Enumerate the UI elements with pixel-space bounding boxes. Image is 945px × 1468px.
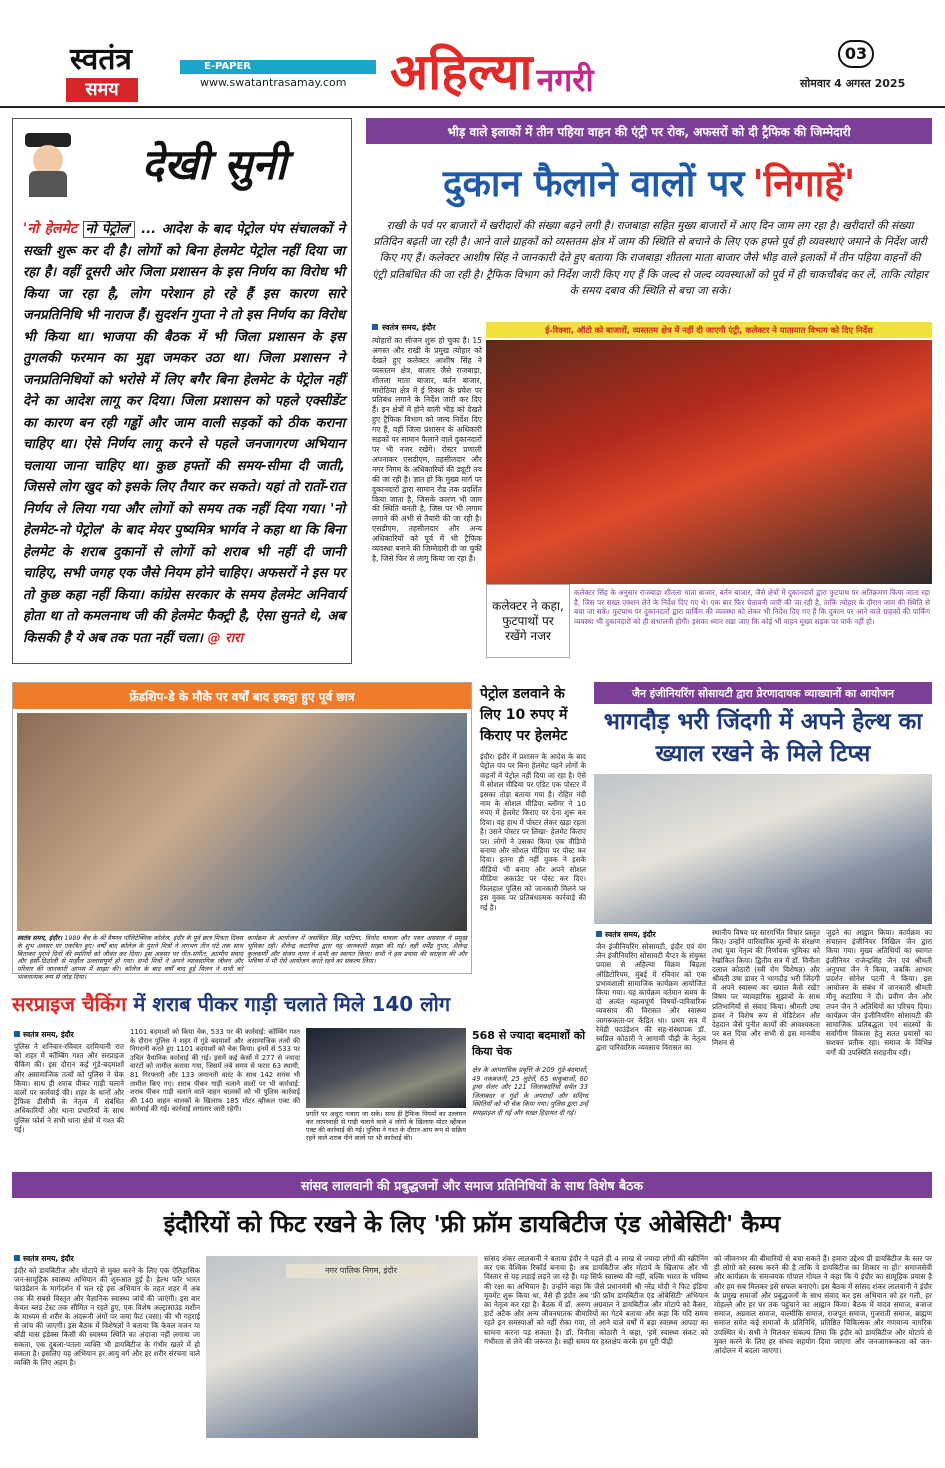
jain-col-1: जैन इंजीनियरिंग सोसायटी, इंदौर एवं यंग जैन इंजीनियरिंग सोसायटी चैप्टर के संयुक्त प्रयास से अहिल्या विक्रम बिड़ला ऑडिटोरियम, मुंबई में रविवार को एक प्रभावशाली सामाजिक कार्यक्रम आयोजित किया गया। यह कार्यक्रम वर्तमान समय के दो अत्यंत महत्वपूर्ण विषयों-पारिवारिक व्यवसाय की विरासत और स्वास्थ्य जागरूकता-पर केंद्रित था। प्रथम सत्र में रेमेडी फाउंडेशन की सह-संस्थापक डॉ. स्वप्निल कोठारी ने आगामी पीढ़ी के नेतृत्व द्वारा पारिवारिक व्यवसाय विरासत का xyxy=(596,942,706,1053)
pull-quote xyxy=(486,584,570,658)
friendship-strap: फ्रेंडशिप-डे के मौके पर वर्षों बाद इकट्ठा हुए पूर्व छात्र xyxy=(13,683,471,709)
jain-col-3: जुड़ने का आह्वान किया। कार्यक्रम का संचालन इंजीनियर निखिल जैन द्वारा किया गया। मुख्य अतिथियों का स्वागत इंजीनियर राजेन्द्रसिंह जैन एवं श्रीमती अनुपमा जैन ने किया, जबकि आभार प्रदर्शन सोनेश पटनी ने किया। इस आयोजन के संबंध में जानकारी श्रीमती मीनू कटारिया ने दी। प्रवीण जैन और तपन जैन ने अतिथियों का परिचय दिया। कार्यक्रम जैन इंजीनियरिंग सोसायटी की सामाजिक प्रतिबद्धता एवं सदस्यों के सर्वांगीण विकास हेतु सतत प्रयासों का सशक्त प्रतीक रहा। समाज के विभिन्न वर्गों की उपस्थिति सराहनीय रही। xyxy=(826,928,932,1057)
checking-headline-rest: में शराब पीकर गाड़ी चलाते मिले 140 लोग xyxy=(133,992,451,1016)
checking-col-2: 1101 बदमाशों को किया चेक, 533 पर की कार्रवाई: कॉम्बिंग गश्त के दौरान पुलिस ने शहर में गुंडे बदमाशों और असामाजिक तत्वों की निगरानी करते हुए 1101 बदमाशों को चेक किया। इनमें से 533 पर उचित वैधानिक कार्रवाई की गई। इसमें कई केसों में 277 से ज्यादा वारंटों को तामील कराया गया, जिसमें लंबे समय से फरार 63 स्थायी, 81 गिरफ्तारी और 133 जमानती वारंट के साथ 142 समंस भी तामील किए गए। शराब पीकर गाड़ी चलाने वालों पर भी कार्रवाई: शराब पीकर गाड़ी चलाने वाले वाहन चालकों को भी पुलिस कार्रवाई की 140 वाहन चालकों के खिलाफ 185 मोटर व्हीकल एक्ट की कार्रवाई की गई। कार्रवाई लगातार जारी रहेगी। xyxy=(130,1028,300,1114)
brand-top: स्वतंत्र xyxy=(69,42,132,77)
brand-logo xyxy=(26,44,176,102)
website-link[interactable]: www.swatantrasamay.com xyxy=(200,76,347,89)
dekhi-suni-box xyxy=(12,118,352,664)
checking-headline xyxy=(12,988,590,1020)
checking-headline-red: सरप्राइज चैकिंग xyxy=(12,992,127,1016)
dekhi-suni-header xyxy=(13,119,351,207)
camp-col-1: इंदौर को डायबिटीज और मोटापे से मुक्त करने के लिए एक ऐतिहासिक जन-सामूहिक स्वास्थ्य अभियान की शुरुआत हुई है। हेल्थ फॉर भारत फाउंडेशन के मार्गदर्शन में चल रहे इस अभियान के तहत शहर में अब तक की सबसे विस्तृत और वैज्ञानिक स्वास्थ्य जांचें की जाएंगी। इस बार केवल ब्लड टेस्ट तक सीमित न रहते हुए, एक विशेष अल्ट्रासाउंड मशीन के माध्यम से शरीर के अंदरूनी अंगों पर जमा फैट (वसा) की भी गहराई से जांच की जाएगी। इस बैठक में विशेषज्ञों ने बताया कि केवल वजन या बॉडी मास इंडेक्स किसी की स्वास्थ्य स्थिति का अंदाजा नहीं लगाया जा सकता, एक दुबला-पतला व्यक्ति भी डायबिटीज के गंभीर खतरे में हो सकता है। इसलिए यह अभियान हर आयु वर्ग और हर शरीर संरचना वाले व्यक्ति के लिए अहम है। xyxy=(14,1266,200,1368)
alumni-photo xyxy=(17,713,467,931)
award-photo xyxy=(594,774,932,924)
column-body: ... आदेश के बाद पेट्रोल पंप संचालकों ने सख्ती शुरू कर दी है। लोगों को बिना हेलमेट पेट्रोल नहीं दिया जा रहा है। वहीं दूसरी ओर जिला प्रशासन के इस निर्णय का विरोध भी किया जा रहा है, लोग परेशान हो रहे हैं इस कारण सारे जनप्रतिनिधि भी नाराज हैं। सुदर्शन गुप्ता ने तो इस निर्णय का विरोध भी किया था। भाजपा की बैठक में भी जिला प्रशासन के इस तुगलकी फरमान का मुद्दा जमकर उठा था। जिला प्रशासन ने जनप्रतिनिधियों को भरोसे में लिए बगैर बिना हेलमेट के पेट्रोल नहीं देने का आदेश लागू कर दिया। जिला प्रशासन को पहले एक्सीडेंट का कारण बन रही गड्ढों और जाम वाली सड़कों को ठीक कराना चाहिए था। ऐसे निर्णय लागू करने से पहले जनजागरण अभियान चलाया जाना चाहिए था। कुछ हफ्तों की समय-सीमा दी जाती, जिससे लोग खुद को इसके लिए तैयार कर सकते। यहां तो रातों-रात निर्णय ले लिया गया और लोगों को समय तक नहीं दिया गया। 'नो हेलमेट-नो पेट्रोल' के बाद मेयर पुष्यमित्र भार्गव ने कहा था कि बिना हेलमेट के शराब दुकानों से लोगों को शराब भी नहीं दी जानी चाहिए, सभी जगह एक जैसे नियम होने चाहिए। अफसरों ने इस पर तो कुछ कहा नहीं किया। कांग्रेस सरकार के समय हेलमेट अनिवार्य होता था तो कमलनाथ जी की हेलमेट फैक्ट्री है, ऐसा सुनते थे, अब किसकी है ये अब तक पता नहीं चला। xyxy=(23,222,345,646)
title-magenta: नगरी xyxy=(536,61,594,99)
camp-dateline xyxy=(14,1254,126,1264)
checking-box-head: 568 से ज्यादा बदमाशों को किया चेक xyxy=(472,1029,586,1058)
page-title xyxy=(390,38,770,102)
jain-col-2: स्थानीय विषय पर सारगर्भित विचार प्रस्तुत किए। उन्होंने पारिवारिक मूल्यों के संरक्षण तथा युवा नेतृत्व की निर्णायक भूमिका को रेखांकित किया। द्वितीय सत्र में डॉ. विनीता दलाल कोठारी (स्त्री रोग विशेषज्ञ) और श्रीमती उषा डावर ने भागदौड़ भरी जिंदगी में अपने स्वास्थ्य का ख्याल कैसे रखें? विषय पर व्यावहारिक सुझावों के साथ प्रतिभागियों से संवाद किया। श्रीमती उषा डावर ने विशेष रूप से मेडिटेशन और देहदान जैसे पुनीत कार्यों की आवश्यकता पर बल दिया और सभी से इस मानवीय मिशन से xyxy=(712,928,820,1048)
jain-headline: भागदौड़ भरी जिंदगी में अपने हेल्थ का ख्याल रखने के मिले टिप्स xyxy=(603,709,923,767)
lead-caption: कलेक्टर सिंह के अनुसार राजबाड़ा शीतला माता बाजार, बर्तन बाजार, जैसे क्षेत्रों में दुकानदारों द्वारा फुटपाथ पर अतिक्रमण किया जाता रहा है, जिस पर सख्त एक्शन लेने के निर्देश दिए गए थे। एक बार फिर चेतावनी जारी की जा रही है, ताकि त्योहार के दौरान जाम की स्थिति से बचा जा सके। फुटपाथ पर दुकानदारों द्वारा पार्किंग की व्यवस्था को लेकर भी निर्देश दिए गए हैं कि दुकान पर आने वाले ग्राहकों की पार्किंग व्यवस्था भी दुकानदारों को ही संभालनी होगी। इसका ध्यान रखा जाए कि कोई भी वाहन मुख्य सड़क पर पार्क नहीं हो। xyxy=(574,588,930,626)
friendship-caption-left-text: 1989 बैच के श्री वैष्णव पॉलिटेक्निक कॉलेज, इंदौर के पूर्व छात्र मित्रता दिवस के शुभ अवसर पर एकत्रित हुए। वर्षों बाद कॉलेज के पुराने मित्रों ने लगभग तीन घंटे तक साथ बिताकर पुराने दिनों की स्मृतियों को जीवंत कर दिया। इस अवसर पर गीत-संगीत, आत्मीय संवाद और हंसी-ठिठोली से माहौल उल्लासपूर्ण हो गया। सभी मित्रों ने अपने व्यावसायिक जीवन और परिवार की जानकारी आपस में साझा की। कॉलेज के बाद वर्षों बाद हुई मिलन ने सभी को भावनात्मक रूप से जोड़ दिया। xyxy=(17,934,243,981)
masthead xyxy=(0,0,945,110)
friendship-caption-right: कार्यक्रम के आयोजन में जसविंदर सिंह भाटिया, विनोद चावला और पवन अग्रवाल ने प्रमुख भूमिका रही। शैलेन्द्र कटारिया द्वारा यह जानकारी साझा की गई। वहीं धर्मेंद्र गुप्ता, शैलेन्द्र कुलकर्णी और संजय नागर ने सभी का स्वागत किया। सभी ने इस प्रयास की सराहना की और भविष्य में भी ऐसे आयोजन करते रहने का संकल्प लिया। xyxy=(247,934,467,966)
checking-photo-caption: प्रगति पर अधूरा नजारा जा सके। साथ ही ट्रैफिक नियमों का उल्लंघन कर लापरवाही से गाड़ी चलाने वाले 4 लोगों के खिलाफ मोटर व्हीकल एक्ट की कार्रवाई की गई। पुलिस ने गश्त के दौरान आम रूप से सक्रिय रहने वाले शराब पीने वालों पर भी कार्रवाई की। xyxy=(306,1110,466,1142)
column-text xyxy=(23,219,345,659)
lead-dateline-text: स्वतंत्र समय, इंदौर xyxy=(382,323,436,332)
checking-dateline-text: स्वतंत्र समय, इंदौर xyxy=(23,1030,74,1039)
camp-dateline-text: स्वतंत्र समय, इंदौर xyxy=(23,1254,74,1263)
checking-photo xyxy=(306,1028,466,1108)
jain-dateline-text: स्वतंत्र समय, इंदौर xyxy=(605,930,656,939)
friendship-dateline: स्वतंत्र समय, इंदौर। xyxy=(17,934,63,942)
page-number: 03 xyxy=(838,40,874,68)
petrol-headline: पेट्रोल डलवाने के लिए 10 रुपए में किराए पर हेलमेट xyxy=(480,686,568,744)
petrol-body: इंदौर। इंदौर में प्रशासन के आदेश के बाद पेट्रोल पंप पर बिना हेलमेट पहने लोगों के वाहनों में पेट्रोल नहीं दिया जा रहा है। ऐसे में सोशल मीडिया पर एडिट एक पोस्टर में इसका तोड़ा बताया गया है। रोहित नंदी नाम के सोशल मीडिया ब्लॉगर ने 10 रुपए में हेलमेट किराए पर देना शुरू कर दिया। वह हाथ में पोस्टर लेकर खड़ा रहता है। उसने पोस्टर पर लिखा- हेलमेट किराए पर। लोगों ने उसका किया एक वीडियो बनाया और सोशल मीडिया पर पोस्ट कर दिया। इतना ही नहीं युवक ने इसके वीडियो भी बनाए और अपने सोशल मीडिया अकाउंट पर पोस्ट कर दिए। फिलहाल पुलिस को जानकारी मिलने पर इस युवक पर प्रतिबंधात्मक कार्रवाई की गई है। xyxy=(480,752,586,912)
meeting-photo xyxy=(206,1256,478,1438)
meeting-sign: नगर पालिक निगम, इंदौर xyxy=(286,1264,436,1278)
market-photo xyxy=(486,340,932,584)
lead-dateline xyxy=(372,322,484,333)
brand-bottom: समय xyxy=(66,78,138,102)
jain-dateline xyxy=(596,930,708,940)
lead-strap: भीड़ वाले इलाकों में तीन पहिया वाहन की एंट्री पर रोक, अफसरों को दी ट्रैफिक की जिम्मेदारी xyxy=(366,118,932,144)
checking-col-1: पुलिस ने शनिवार-रविवार दरमियानी रात को शहर में कॉम्बिंग गश्त और सरप्राइज चैकिंग की। इस दौरान कई गुंडे-बदमाशों और असामाजिक तत्वों को पुलिस ने चेक किया। साथ ही शराब पीकर गाड़ी चलाने वालों पर कार्रवाई की। शहर के थानों और ट्रैफिक डीसीपी के नेतृत्व में संबंधित अधिकारियों और थाना प्रभारियों के साथ पुलिस फोर्स ने सभी थाना क्षेत्रों में गश्त की गई। xyxy=(14,1042,124,1134)
headline-b: 'निगाहें' xyxy=(752,161,856,205)
checking-box-body: क्षेत्र के आपराधिक प्रवृत्ति के 209 गुंडे-बदमाशों, 49 नकबजनी, 25 लुटेरों, 65 चाकूबाजों, 60 ड्रग्स सेलर और 121 जिलाबदरियों समेत 33 जिलाबदर व गुंडों के अपराधों और संदिग्ध स्थितियों को भी चेक किया गया। पुलिस द्वारा उन्हें समझाइश दी गई और सख्त हिदायत दी गई। xyxy=(472,1066,588,1117)
lead-headline xyxy=(366,148,932,214)
masthead-rule xyxy=(0,106,945,108)
section-header: देखी सुनी xyxy=(141,140,287,189)
jain-strap: जैन इंजीनियरिंग सोसायटी द्वारा प्रेरणादायक व्याख्यानों का आयोजन xyxy=(594,682,932,704)
spy-illustration xyxy=(19,127,77,197)
camp-strap: सांसद लालवानी की प्रबुद्धजनों और समाज प्रतिनिधियों के साथ विशेष बैठक xyxy=(12,1172,932,1198)
lead-deck: राखी के पर्व पर बाजारों में खरीदारों की संख्या बढ़ने लगी है। राजबाड़ा सहित मुख्य बाजारों में आए दिन जाम लग रहा है। खरीदारों की संख्या प्रतिदिन बढ़ती जा रही है। आने वाले ग्राहकों को व्यस्ततम क्षेत्र में जाम की स्थिति से बचाने के लिए एक हफ्ते पूर्व ही व्यवस्थाएं जमाने के निर्देश जारी किए गए हैं। कलेक्टर आशीष सिंह ने जानकारी देते हुए बताया कि राजबाड़ा शीतला माता बाजार जैसे भीड़ वाले इलाकों में तीन पहिया वाहनों की एंट्री प्रतिबंधित की जा रही है। ट्रैफिक विभाग को निर्देश जारी किए गए हैं कि जल्द से जल्द व्यवस्थाओं को पूर्व में ही चाकचौबंद कर लें, ताकि त्योहार के समय दबाव की स्थिति से बचा जा सके। xyxy=(372,220,928,297)
issue-date: सोमवार 4 अगस्त 2025 xyxy=(800,77,906,90)
epaper-label: E-PAPER xyxy=(180,60,376,74)
title-red: अहिल्या xyxy=(390,43,533,101)
camp-headline: इंदौरियों को फिट रखने के लिए 'फ्री फ्रॉम डायबिटीज एंड ओबेसिटी' कैम्प xyxy=(163,1210,781,1238)
kicker: 'नो हेलमेट xyxy=(23,221,77,237)
headline-a: दुकान फैलाने वालों पर xyxy=(442,161,745,205)
kicker-2: नो पेट्रोल' xyxy=(83,221,136,238)
column-signature: @ रारा xyxy=(207,630,243,646)
friendship-box xyxy=(12,682,472,981)
pull-quote-text: कलेक्टर ने कहा, फुटपाथों पर रखेंगे नजर xyxy=(492,598,564,643)
lead-photo-strap: ई-रिक्शा, ऑटो को बाजारों, व्यस्ततम क्षेत्र में नहीं दी जाएगी एंट्री, कलेक्टर ने यातायात विभाग को दिए निर्देश xyxy=(486,322,932,338)
lead-body: त्योहारों का सीजन शुरू हो चुका है। 15 अगस्त और राखी के प्रमुख त्योहार को देखते हुए कलेक्टर आशीष सिंह ने व्यस्ततम क्षेत्र, बाजार जैसे राजबाड़ा, शीतला माता बाजार, बर्तन बाजार, मारोठिया क्षेत्र में ई रिक्शा के प्रवेश पर प्रतिबंध लगाने के निर्देश जारी कर दिए हैं। इन क्षेत्रों में होने वाली भीड़ को देखते हुए ट्रैफिक विभाग को जल्द निर्देश दिए गए हैं, वहीं जिला प्रशासन के अधिकारी सड़कों पर सामान फैलाने वाले दुकानदारों पर भी नजर रखेंगे। रोस्टर प्रणाली अपनाकर एसडीएम, तहसीलदार और नगर निगम के अधिकारियों की ड्यूटी तय की जा रही है। ज्ञात हो कि मुख्य मार्ग पर दुकानदारों द्वारा सामान रोड तक प्रदर्शित किया जाता है, जिसके कारण भी जाम की स्थिति बनती है, जिस पर भी लगाम लगाने की अभी से तैयारी की जा रही है। एसडीएम, तहसीलदार और अन्य अधिकारियों को पूर्व में भी ट्रैफिक व्यवस्था बनाने की जिम्मेदारी दी जा चुकी है, जिसे फिर से लागू किया जा रहा है। xyxy=(372,336,482,563)
camp-col-4: को जीवनभर की बीमारियों से बचा सकते हैं। हमारा उद्देश्य प्री डायबिटीज के स्तर पर ही लोगों को स्वस्थ करने की है ताकि वे डायबिटीज का शिकार ना हों।' समाजसेवी और कार्यक्रम के समन्वयक गोपाल गोयल ने कहा कि ये इंदौर का सामूहिक प्रयास है और हम सब मिलकर इसे सफल बनाएंगे। इस बैठक में सांसद शंकर लालवानी ने इंदौर के प्रमुख समाजों और प्रबुद्धजनों के साथ संवाद कर इस अभियान को हर गली, हर मोहल्ले और हर घर तक पहुंचाने का आह्वान किया। बैठक में यादव समाज, बजाज समाज, अग्रवाल समाज, वाल्मीकि समाज, राजपूत समाज, गुजराती समाज, ब्राह्मण समाज समेत कई समाजों के प्रतिनिधि, प्रतिष्ठित चिकित्सक और गणमान्य नागरिक उपस्थित थे। सभी ने मिलकर संकल्प लिया कि इंदौर को डायबिटीज और मोटापे से मुक्त करने के लिए हर संभव सहयोग दिया जाएगा और जनजागरूकता को जन-आंदोलन में बदला जाएगा। xyxy=(714,1254,932,1356)
checking-dateline xyxy=(14,1030,126,1040)
friendship-caption-left xyxy=(17,934,243,981)
camp-col-3: सांसद शंकर लालवानी ने बताया इंदौर ने पहले ही 4 लाख से ज्यादा लोगों की स्क्रीनिंग कर एक वैश्विक रिकॉर्ड बनाया है। अब डायबिटीज और मोटापे के खिलाफ और भी विस्तार से यह लड़ाई लड़ने जा रहे हैं। यह सिर्फ स्वास्थ्य की नहीं, बल्कि भारत के भविष्य की रक्षा का अभियान है। उन्होंने कहा कि जैसे प्रधानमंत्री श्री नरेंद्र मोदी ने फिट इंडिया मूवमेंट शुरू किया था, वैसे ही इंदौर अब 'फ्री फ्रॉम डायबिटीज एंड ओबेसिटी' अभियान का नेतृत्व कर रहा है। बैठक में डॉ. अरुण अग्रवाल ने डायबिटीज और मोटापे को कैंसर, हार्ट अटैक और अन्य जीवनघातक बीमारियों का गेटवे बताया और कहा कि यदि समय रहते इन समस्याओं को नहीं रोका गया, तो आने वाले वर्षों में बड़ा स्वास्थ्य आपदा का सामना करना पड़ सकता है। डॉ. विनीता कोठारी ने कहा, 'हमें स्वास्थ्य संकट को गंभीरता से लेने की जरूरत है। सही समय पर हस्तक्षेप करके हम पूरी पीढ़ी xyxy=(484,1254,708,1346)
